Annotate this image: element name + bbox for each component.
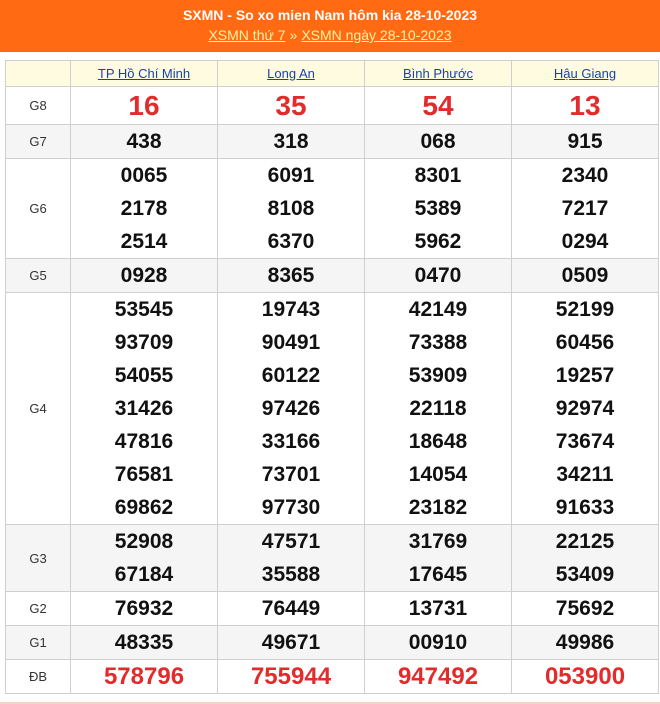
- result-number: 35588: [261, 563, 321, 586]
- prize-row: [6, 159, 659, 259]
- result-cell: [71, 525, 218, 592]
- result-number: 8108: [267, 197, 315, 220]
- result-number: 0294: [561, 230, 609, 253]
- result-number: 578796: [103, 663, 185, 690]
- result-number: 17645: [408, 563, 468, 586]
- province-header: [218, 61, 365, 87]
- result-cell: [512, 660, 659, 694]
- result-number: 35: [275, 89, 307, 121]
- result-number: 947492: [397, 663, 479, 690]
- result-number: 91633: [555, 496, 615, 519]
- result-number: 33166: [261, 430, 321, 453]
- result-cell: [512, 125, 659, 159]
- prize-row: [6, 87, 659, 125]
- result-cell: [218, 592, 365, 626]
- result-number: 22125: [555, 530, 615, 553]
- result-number: 5389: [414, 197, 462, 220]
- result-cell: [365, 525, 512, 592]
- result-number: 48335: [114, 631, 174, 654]
- result-number: 76932: [114, 597, 174, 620]
- result-cell: [71, 87, 218, 125]
- result-cell: [218, 125, 365, 159]
- result-number: 6370: [267, 230, 315, 253]
- prize-row: [6, 592, 659, 626]
- result-number: 73388: [408, 331, 468, 354]
- result-cell: [365, 660, 512, 694]
- result-cell: [218, 259, 365, 293]
- prize-label: G6: [6, 159, 71, 259]
- result-number: 22118: [409, 397, 467, 420]
- result-number: 6091: [267, 164, 315, 187]
- breadcrumb: [0, 26, 660, 44]
- prize-label: G4: [6, 293, 71, 525]
- prize-row: [6, 660, 659, 694]
- result-number: 34211: [556, 463, 614, 486]
- result-cell: [71, 159, 218, 259]
- result-cell: [218, 525, 365, 592]
- result-number: 53545: [114, 298, 174, 321]
- prize-row: [6, 626, 659, 660]
- result-cell: [71, 660, 218, 694]
- result-number: 97426: [261, 397, 321, 420]
- result-number: 915: [567, 130, 603, 153]
- result-number: 60456: [555, 331, 615, 354]
- result-cell: [512, 626, 659, 660]
- result-number: 318: [273, 130, 309, 153]
- result-number: 8365: [267, 264, 315, 287]
- prize-label: G2: [6, 592, 71, 626]
- result-number: 8301: [414, 164, 462, 187]
- result-number: 5962: [414, 230, 462, 253]
- result-number: 76449: [261, 597, 321, 620]
- result-cell: [512, 87, 659, 125]
- result-number: 438: [126, 130, 162, 153]
- result-number: 75692: [555, 597, 615, 620]
- prize-row: [6, 525, 659, 592]
- result-cell: [512, 159, 659, 259]
- prize-label: G3: [6, 525, 71, 592]
- result-number: 60122: [261, 364, 321, 387]
- result-number: 13731: [408, 597, 468, 620]
- result-number: 755944: [250, 663, 332, 690]
- result-number: 0928: [120, 264, 168, 287]
- result-cell: [218, 293, 365, 525]
- page-header: [0, 0, 660, 52]
- breadcrumb-link-weekday[interactable]: XSMN thứ 7: [208, 27, 286, 43]
- result-cell: [71, 626, 218, 660]
- result-number: 2340: [561, 164, 609, 187]
- result-cell: [365, 293, 512, 525]
- result-number: 16: [128, 89, 160, 121]
- result-number: 69862: [114, 496, 174, 519]
- result-number: 19257: [555, 364, 615, 387]
- result-cell: [218, 626, 365, 660]
- result-number: 54: [422, 89, 454, 121]
- result-number: 53409: [555, 563, 615, 586]
- result-cell: [71, 592, 218, 626]
- result-number: 7217: [561, 197, 609, 220]
- result-number: 18648: [408, 430, 468, 453]
- province-link[interactable]: Hậu Giang: [553, 65, 617, 81]
- result-number: 73674: [555, 430, 615, 453]
- result-cell: [365, 626, 512, 660]
- results-table: [5, 60, 659, 694]
- result-cell: [365, 592, 512, 626]
- result-number: 19743: [261, 298, 321, 321]
- result-number: 00910: [408, 631, 468, 654]
- result-cell: [218, 159, 365, 259]
- province-header-row: [6, 61, 659, 87]
- result-number: 13: [569, 89, 601, 121]
- result-cell: [365, 125, 512, 159]
- result-number: 90491: [261, 331, 321, 354]
- result-number: 92974: [555, 397, 615, 420]
- result-cell: [71, 259, 218, 293]
- result-number: 068: [420, 130, 456, 153]
- result-number: 0065: [120, 164, 168, 187]
- result-cell: [365, 87, 512, 125]
- breadcrumb-link-date[interactable]: XSMN ngày 28-10-2023: [301, 27, 452, 43]
- result-number: 52908: [114, 530, 174, 553]
- corner-cell: [6, 61, 71, 87]
- province-header: [71, 61, 218, 87]
- prize-label: G8: [6, 87, 71, 125]
- result-number: 97730: [261, 496, 321, 519]
- result-number: 54055: [114, 364, 174, 387]
- province-link[interactable]: Bình Phước: [403, 65, 473, 81]
- result-number: 67184: [114, 563, 174, 586]
- result-number: 42149: [408, 298, 468, 321]
- prize-row: [6, 259, 659, 293]
- page-title: SXMN - So xo mien Nam hôm kia 28-10-2023: [182, 7, 478, 23]
- result-cell: [512, 592, 659, 626]
- result-cell: [71, 125, 218, 159]
- province-header: [365, 61, 512, 87]
- result-number: 31769: [408, 530, 468, 553]
- result-cell: [512, 525, 659, 592]
- prize-label: G7: [6, 125, 71, 159]
- result-number: 23182: [408, 496, 468, 519]
- result-number: 47816: [114, 430, 174, 453]
- result-cell: [218, 660, 365, 694]
- prize-label: G1: [6, 626, 71, 660]
- result-number: 053900: [544, 663, 626, 690]
- result-number: 53909: [408, 364, 468, 387]
- result-number: 49986: [555, 631, 615, 654]
- province-link[interactable]: TP Hồ Chí Minh: [97, 65, 191, 81]
- breadcrumb-separator: »: [289, 27, 298, 43]
- result-cell: [512, 293, 659, 525]
- result-number: 0509: [561, 264, 609, 287]
- prize-row: [6, 125, 659, 159]
- result-number: 76581: [114, 463, 174, 486]
- province-header: [512, 61, 659, 87]
- result-cell: [365, 259, 512, 293]
- prize-label: ĐB: [6, 660, 71, 694]
- result-number: 49671: [261, 631, 321, 654]
- prize-row: [6, 293, 659, 525]
- result-number: 14054: [408, 463, 468, 486]
- result-cell: [512, 259, 659, 293]
- result-number: 2178: [120, 197, 168, 220]
- result-cell: [71, 293, 218, 525]
- province-link[interactable]: Long An: [267, 65, 315, 81]
- result-number: 73701: [261, 463, 321, 486]
- result-number: 31426: [114, 397, 174, 420]
- result-cell: [365, 159, 512, 259]
- result-number: 47571: [261, 530, 321, 553]
- prize-label: G5: [6, 259, 71, 293]
- result-number: 52199: [555, 298, 615, 321]
- result-cell: [218, 87, 365, 125]
- result-number: 93709: [114, 331, 174, 354]
- result-number: 2514: [120, 230, 168, 253]
- result-number: 0470: [414, 264, 462, 287]
